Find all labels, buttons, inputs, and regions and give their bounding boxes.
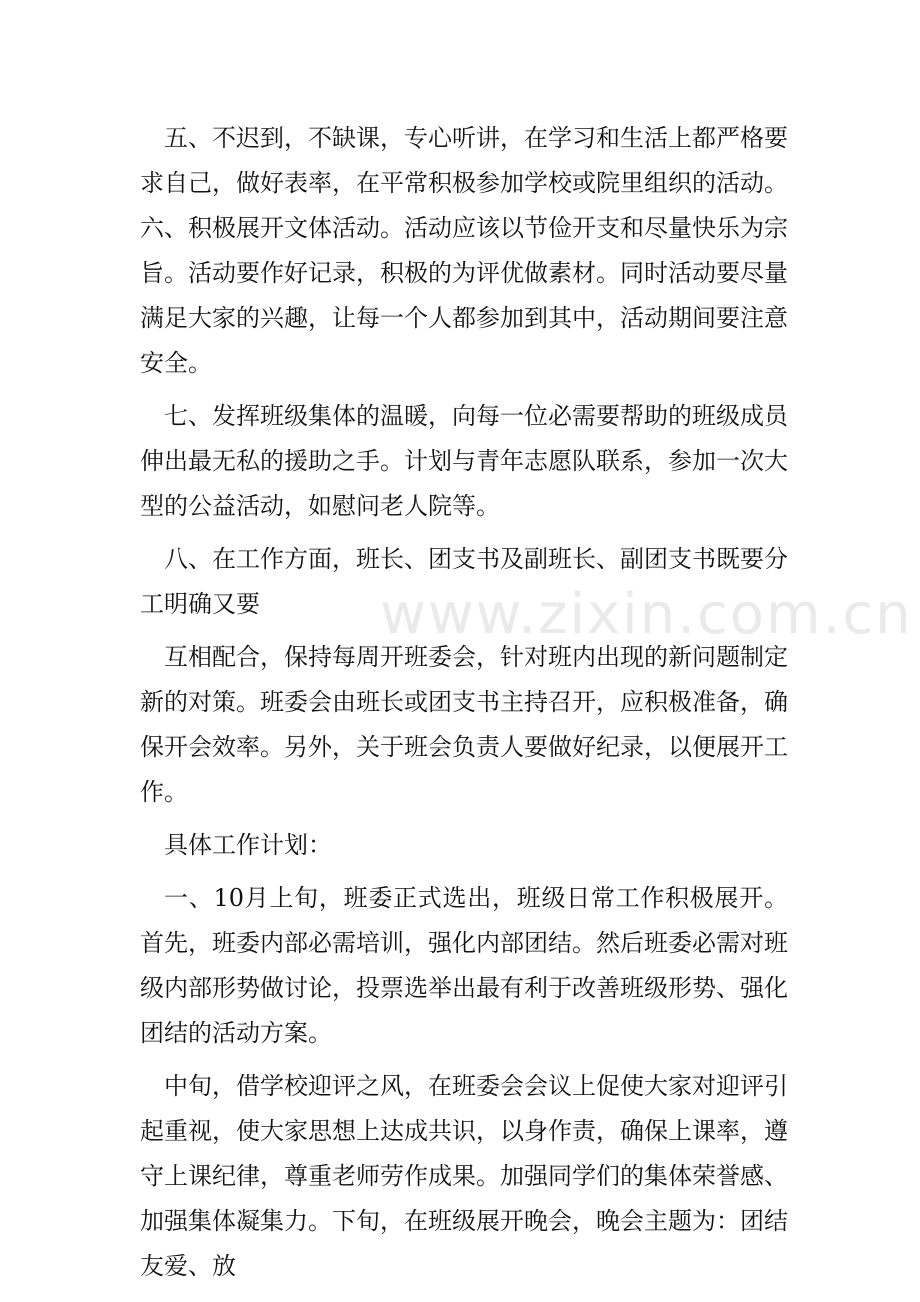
- paragraph-7: 七、发挥班级集体的温暖，向每一位必需要帮助的班级成员伸出最无私的援助之手。计划与青年志愿队联系，参加一次大型的公益活动，如慰问老人院等。: [140, 402, 788, 520]
- paragraph-5-6: 五、不迟到，不缺课，专心听讲，在学习和生活上都严格要求自己，做好表率，在平常积极参加学校或院里组织的活动。六、积极展开文体活动。活动应该以节俭开支和尽量快乐为宗旨。活动要作好记录，积极的为评优做素材。同时活动要尽量满足大家的兴趣，让每一个人都参加到其中，活动期间要注意安全。: [140, 124, 788, 377]
- paragraph-8: 八、在工作方面，班长、团支书及副班长、副团支书既要分工明确又要: [140, 545, 788, 618]
- paragraph-8-continued: 互相配合，保持每周开班委会，针对班内出现的新问题制定新的对策。班委会由班长或团支书主持召开，应积极准备，确保开会效率。另外，关于班会负责人要做好纪录，以便展开工作。: [140, 643, 788, 806]
- section-heading-work-plan: 具体工作计划：: [164, 831, 332, 859]
- paragraph-plan-1: 一、10月上旬，班委正式选出，班级日常工作积极展开。首先，班委内部必需培训，强化内部团结。然后班委必需对班级内部形势做讨论，投票选举出最有利于改善班级形势、强化团结的活动方案。: [140, 884, 788, 1047]
- paragraph-plan-mid: 中旬，借学校迎评之风，在班委会会议上促使大家对迎评引起重视，使大家思想上达成共识，以身作责，确保上课率，遵守上课纪律，尊重老师劳作成果。加强同学们的集体荣誉感、加强集体凝集力。下旬，在班级展开晚会，晚会主题为：团结友爱、放: [140, 1072, 788, 1280]
- document-body: [140, 116, 788, 1289]
- watermark: www.zixin.com.cn: [380, 582, 913, 647]
